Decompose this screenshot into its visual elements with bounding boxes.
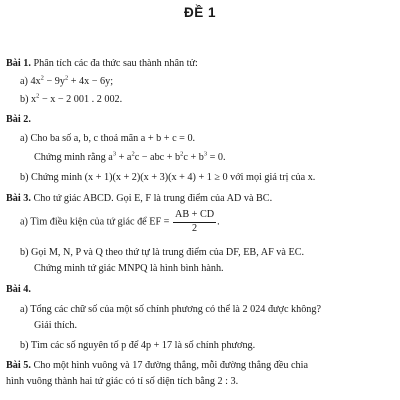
- problem-1b: b) $x^2 - x - 2$ 001 . 2 002.: [20, 92, 123, 105]
- problem-4a-line1: a) Tổng các chữ số của một số chính phương có thể là 2 024 được không?: [20, 304, 322, 315]
- problem-4a-line2: Giải thích.: [34, 320, 78, 331]
- problem-5-text: Cho một hình vuông và 17 đường thẳng, mỗi đường thẳng đều chia: [33, 360, 308, 371]
- problem-4-label: Bài 4.: [6, 284, 31, 295]
- problem-3b-line2: Chứng minh tứ giác MNPQ là hình bình hành.: [34, 263, 224, 274]
- problem-2a: a) Cho ba số a, b, c thoả mãn a + b + c = 0.: [20, 133, 196, 144]
- page-title: ĐỀ 1: [183, 5, 216, 20]
- problem-1a: a) $4x^2 - 9y^2 + 4x - 6y$;: [20, 74, 114, 87]
- problem-5-header: [6, 360, 308, 372]
- problem-3-text: Cho tứ giác ABCD. Gọi E, F là trung điểm của AD và BC.: [33, 193, 273, 204]
- problem-2-label: Bài 2.: [6, 114, 31, 125]
- problem-1-label: Bài 1.: [6, 58, 31, 69]
- problem-1-text: Phân tích các đa thức sau thành nhân tử:: [33, 58, 198, 69]
- problem-3-header: [6, 193, 272, 205]
- problem-3-label: Bài 3.: [6, 193, 31, 204]
- problem-2a-proof: Chứng minh rằng $a^3 + a^2c$ − abc + $b^2c + b^3 = 0$.: [34, 150, 226, 163]
- problem-4b: b) Tìm các số nguyên tố p để 4p + 17 là số chính phương.: [20, 340, 256, 351]
- problem-3a: a) Tìm điều kiện của tứ giác để EF = $\frac{AB + CD}{2}$ .: [20, 209, 220, 234]
- problem-5-label: Bài 5.: [6, 360, 31, 371]
- problem-2b: b) Chứng minh (x + 1)(x + 2)(x + 3)(x + 4) + 1 ≥ 0 với mọi giá trị của x.: [20, 172, 316, 183]
- problem-3b-line1: b) Gọi M, N, P và Q theo thứ tự là trung điểm của DF, EB, AF và EC.: [20, 247, 305, 258]
- problem-1-header: [6, 58, 198, 70]
- problem-5-line2: hình vuông thành hai tứ giác có tỉ số diện tích bằng 2 : 3.: [6, 376, 239, 387]
- fraction: $\frac{AB + CD}{2}$: [174, 209, 215, 234]
